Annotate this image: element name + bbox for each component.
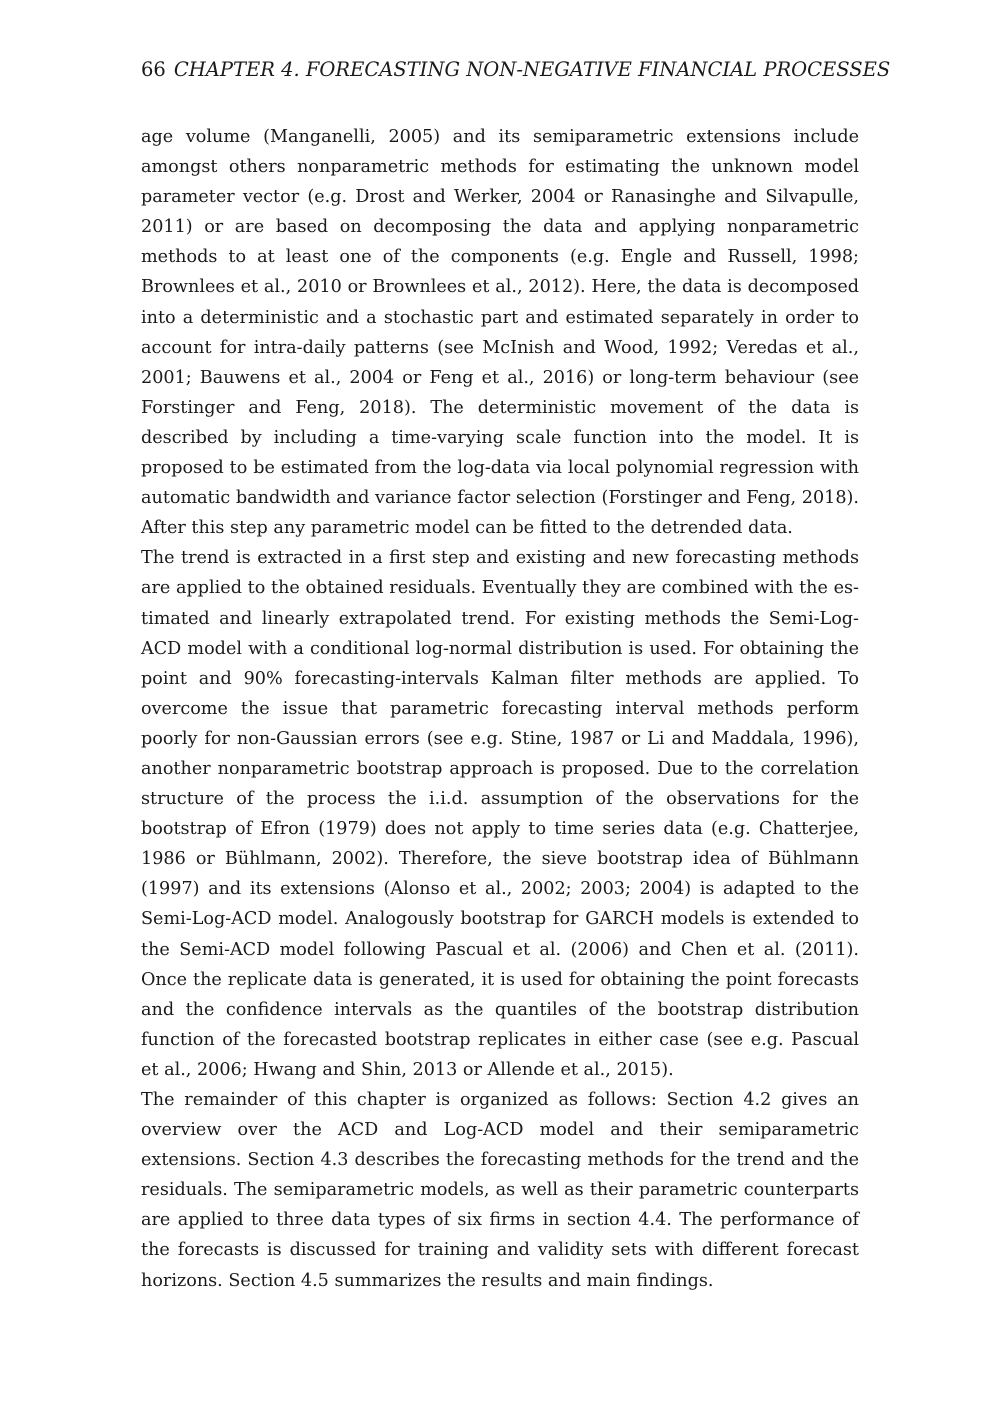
paragraph-1: age volume (Manganelli, 2005) and its semiparametric extensions include amongst others nonparametric methods for estimating the unknown model parameter vector (e.g. Drost and Werker, 2004 or Ranasinghe and Silvapulle, 2011) or are based on decomposing the data and applying nonparametric methods to at least one of the components (e.g. Engle and Russell, 1998; Brownlees et al., 2010 or Brownlees et al., 2012). Here, the data is decomposed into a deterministic and a stochastic part and estimated separately in order to account for intra-daily patterns (see McInish and Wood, 1992; Veredas et al., 2001; Bauwens et al., 2004 or Feng et al., 2016) or long-term behaviour (see Forstinger and Feng, 2018). The deterministic movement of the data is described by including a time-varying scale function into the model. It is proposed to be estimated from the log-data via local polynomial regression with automatic bandwidth and variance factor selection (Forstinger and Feng, 2018). After this step any parametric model can be fitted to the detrended data. [141,127,859,539]
running-header [141,56,891,84]
page-number: 66 [141,58,166,81]
chapter-title: CHAPTER 4. FORECASTING NON-NEGATIVE FINANCIAL PROCESSES [173,58,891,81]
paragraph-2: The trend is extracted in a first step and existing and new forecasting methods are applied to the obtained residuals. Eventually they are combined with the estimated and linearly extrapolated trend. For existing methods the Semi-Log-ACD model with a conditional log-normal distribution is used. For obtaining the point and 90% forecasting-intervals Kalman filter methods are applied. To overcome the issue that parametric forecasting interval methods perform poorly for non-Gaussian errors (see e.g. Stine, 1987 or Li and Maddala, 1996), another nonparametric bootstrap approach is proposed. Due to the correlation structure of the process the i.i.d. assumption of the observations for the bootstrap of Efron (1979) does not apply to time series data (e.g. Chatterjee, 1986 or Bühlmann, 2002). Therefore, the sieve bootstrap idea of Bühlmann (1997) and its extensions (Alonso et al., 2002; 2003; 2004) is adapted to the Semi-Log-ACD model. Analogously bootstrap for GARCH models is extended to the Semi-ACD model following Pascual et al. (2006) and Chen et al. (2011). Once the replicate data is generated, it is used for obtaining the point forecasts and the confidence intervals as the quantiles of the bootstrap distribution function of the forecasted bootstrap replicates in either case (see e.g. Pascual et al., 2006; Hwang and Shin, 2013 or Allende et al., 2015). [141,548,859,1080]
paragraph-3: The remainder of this chapter is organized as follows: Section 4.2 gives an overview over the ACD and Log-ACD model and their semiparametric extensions. Section 4.3 describes the forecasting methods for the trend and the residuals. The semiparametric models, as well as their parametric counterparts are applied to three data types of six firms in section 4.4. The performance of the forecasts is discussed for training and validity sets with different forecast horizons. Section 4.5 summarizes the results and main findings. [141,1090,859,1291]
body-text [141,122,859,1296]
